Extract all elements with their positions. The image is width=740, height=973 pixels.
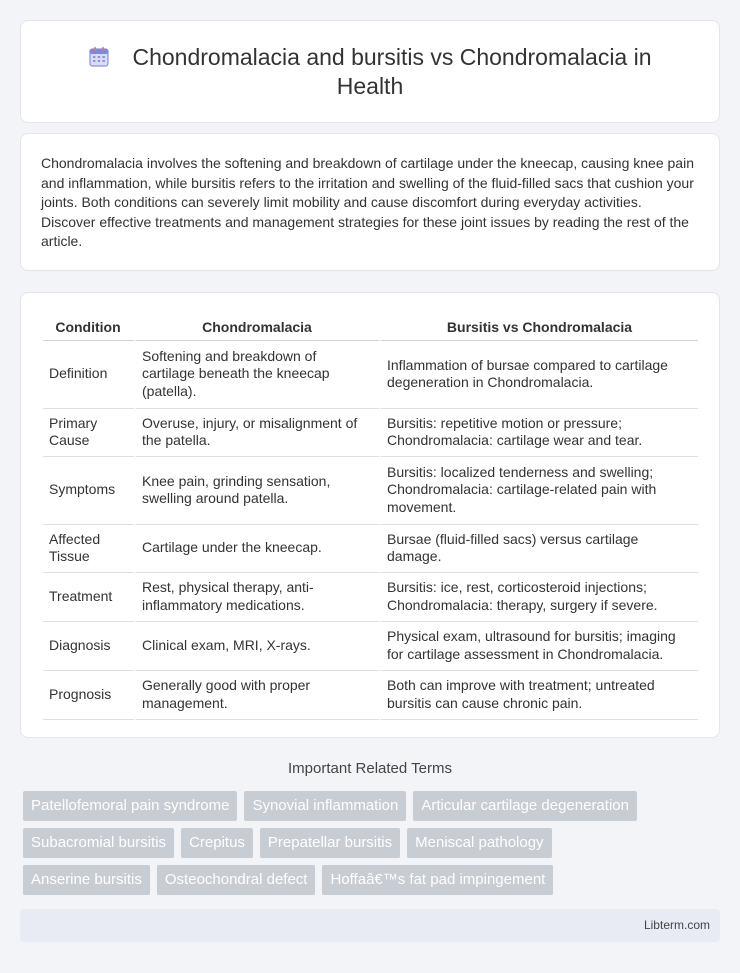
related-terms-list [23, 791, 723, 902]
table-cell: Cartilage under the kneecap. [136, 525, 381, 573]
table-cell: Both can improve with treatment; untreated bursitis can cause chronic pain. [381, 671, 698, 720]
footer-site-link[interactable]: Libterm.com [643, 918, 710, 932]
header-card [20, 20, 720, 123]
table-row [43, 409, 698, 457]
related-term-tag[interactable]: Osteochondral defect [157, 865, 316, 895]
table-cell: Bursitis: localized tenderness and swelling; Chondromalacia: cartilage-related pain with movement. [381, 457, 698, 525]
footer [20, 909, 720, 942]
related-terms-heading: Important Related Terms [288, 760, 452, 777]
header-condition: Condition [43, 315, 136, 341]
tag-row [23, 828, 723, 858]
page-title-wrap [61, 43, 679, 101]
table-cell: Knee pain, grinding sensation, swelling around patella. [136, 457, 381, 525]
row-label: Diagnosis [43, 622, 136, 671]
row-label: Affected Tissue [43, 525, 136, 573]
table-cell: Softening and breakdown of cartilage beneath the kneecap (patella). [136, 341, 381, 409]
comparison-table-card [20, 292, 720, 738]
comparison-table [43, 315, 698, 720]
related-term-tag[interactable]: Subacromial bursitis [23, 828, 174, 858]
table-cell: Overuse, injury, or misalignment of the patella. [136, 409, 381, 457]
table-cell: Generally good with proper management. [136, 671, 381, 720]
row-label: Prognosis [43, 671, 136, 720]
row-label: Definition [43, 341, 136, 409]
header-bursitis-vs-chondromalacia: Bursitis vs Chondromalacia [381, 315, 698, 341]
related-term-tag[interactable]: Articular cartilage degeneration [413, 791, 637, 821]
table-row [43, 622, 698, 671]
row-label: Symptoms [43, 457, 136, 525]
row-label: Primary Cause [43, 409, 136, 457]
related-term-tag[interactable]: Patellofemoral pain syndrome [23, 791, 237, 821]
tag-row [23, 865, 723, 895]
table-row [43, 671, 698, 720]
table-cell: Bursae (fluid-filled sacs) versus cartilage damage. [381, 525, 698, 573]
page-title: Chondromalacia and bursitis vs Chondromalacia in Health [132, 44, 652, 99]
row-label: Treatment [43, 573, 136, 622]
tag-row [23, 791, 723, 821]
related-term-tag[interactable]: Crepitus [181, 828, 253, 858]
related-term-tag[interactable]: Meniscal pathology [407, 828, 551, 858]
related-term-tag[interactable]: Anserine bursitis [23, 865, 150, 895]
calendar-icon [88, 46, 110, 68]
table-cell: Bursitis: ice, rest, corticosteroid injections; Chondromalacia: therapy, surgery if severe. [381, 573, 698, 622]
table-cell: Bursitis: repetitive motion or pressure; Chondromalacia: cartilage wear and tear. [381, 409, 698, 457]
table-cell: Inflammation of bursae compared to cartilage degeneration in Chondromalacia. [381, 341, 698, 409]
table-cell: Physical exam, ultrasound for bursitis; imaging for cartilage assessment in Chondromalacia. [381, 622, 698, 671]
related-term-tag[interactable]: Hoffaâ€™s fat pad impingement [322, 865, 553, 895]
intro-card [20, 133, 720, 271]
table-row [43, 457, 698, 525]
related-term-tag[interactable]: Prepatellar bursitis [260, 828, 400, 858]
table-cell: Rest, physical therapy, anti-inflammatory medications. [136, 573, 381, 622]
intro-paragraph: Chondromalacia involves the softening and breakdown of cartilage under the kneecap, causing knee pain and inflammation, while bursitis refers to the irritation and swelling of the fluid-filled sacs that cushion your joints. Both conditions can severely limit mobility and cause discomfort during everyday activities. Discover effective treatments and management strategies for these joint issues by reading the rest of the article. [41, 155, 694, 250]
header-chondromalacia: Chondromalacia [136, 315, 381, 341]
table-row [43, 525, 698, 573]
table-row [43, 341, 698, 409]
table-row [43, 573, 698, 622]
table-header-row [43, 315, 698, 341]
table-cell: Clinical exam, MRI, X-rays. [136, 622, 381, 671]
related-term-tag[interactable]: Synovial inflammation [244, 791, 406, 821]
